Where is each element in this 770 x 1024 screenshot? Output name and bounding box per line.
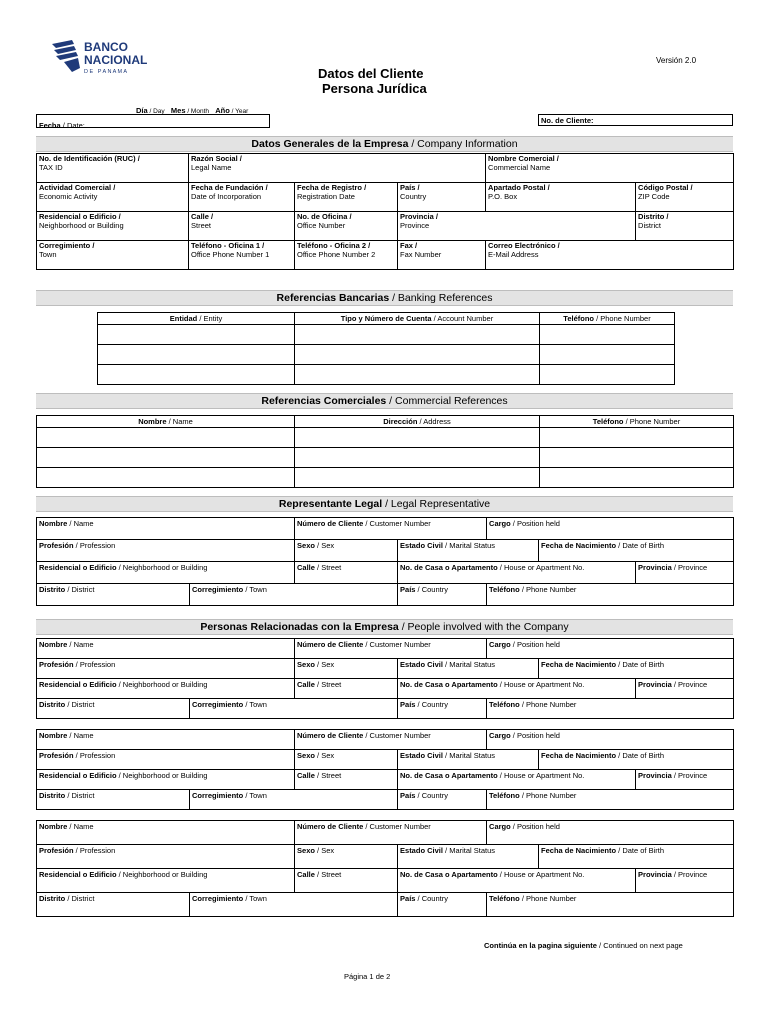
col-entity: Entidad / Entity [98, 313, 295, 325]
col-phone: Teléfono / Phone Number [540, 313, 675, 325]
office-phone-2-field[interactable]: Teléfono - Oficina 2 / Office Phone Number 2 [295, 241, 398, 260]
district-field[interactable]: Distrito / District [37, 699, 190, 719]
profession-field[interactable]: Profesión / Profession [37, 845, 295, 869]
phone-field[interactable]: Teléfono / Phone Number [487, 893, 734, 917]
country-field[interactable]: País / Country [398, 893, 487, 917]
birth-date-field[interactable]: Fecha de Nacimiento / Date of Birth [539, 750, 734, 770]
sex-field[interactable]: Sexo / Sex [295, 540, 398, 562]
commercial-references-table [36, 415, 734, 488]
person-table [36, 517, 734, 606]
table-row [98, 345, 675, 365]
name-field[interactable]: Nombre / Name [37, 730, 295, 750]
customer-number-field[interactable]: Número de Cliente / Customer Number [295, 821, 487, 845]
house-number-field[interactable]: No. de Casa o Apartamento / House or Apartment No. [398, 869, 636, 893]
town-field[interactable]: Corregimiento / Town [190, 893, 398, 917]
house-number-field[interactable]: No. de Casa o Apartamento / House or Apartment No. [398, 562, 636, 584]
name-field[interactable]: Nombre / Name [37, 821, 295, 845]
fax-field[interactable]: Fax / Fax Number [398, 241, 486, 260]
continued-note: Continúa en la pagina siguiente / Continued on next page [484, 941, 683, 950]
col-address: Dirección / Address [295, 416, 540, 428]
customer-number-field[interactable]: Número de Cliente / Customer Number [295, 518, 487, 540]
table-row [98, 325, 675, 345]
zip-code-field[interactable]: Código Postal / ZIP Code [636, 183, 734, 202]
house-number-field[interactable]: No. de Casa o Apartamento / House or Apartment No. [398, 770, 636, 790]
neighborhood-field[interactable]: Residencial o Edificio / Neighborhood or Building [37, 869, 295, 893]
street-field[interactable]: Calle / Street [295, 770, 398, 790]
section-header-related-people: Personas Relacionadas con la Empresa / People involved with the Company [36, 619, 733, 635]
house-number-field[interactable]: No. de Casa o Apartamento / House or Apartment No. [398, 679, 636, 699]
profession-field[interactable]: Profesión / Profession [37, 659, 295, 679]
neighborhood-field[interactable]: Residencial o Edificio / Neighborhood or Building [37, 679, 295, 699]
section-header-legal-representative: Representante Legal / Legal Representative [36, 496, 733, 512]
neighborhood-field[interactable]: Residencial o Edificio / Neighborhood or Building [37, 770, 295, 790]
province-field[interactable]: Provincia / Province [636, 562, 734, 584]
district-field[interactable]: Distrito / District [636, 212, 734, 231]
birth-date-field[interactable]: Fecha de Nacimiento / Date of Birth [539, 659, 734, 679]
office-phone-1-field[interactable]: Teléfono - Oficina 1 / Office Phone Number 1 [189, 241, 295, 260]
marital-status-field[interactable]: Estado Civil / Marital Status [398, 845, 539, 869]
marital-status-field[interactable]: Estado Civil / Marital Status [398, 750, 539, 770]
province-field[interactable]: Provincia / Province [636, 869, 734, 893]
economic-activity-field[interactable]: Actividad Comercial / Economic Activity [37, 183, 189, 202]
name-field[interactable]: Nombre / Name [37, 518, 295, 540]
page-number: Página 1 de 2 [344, 972, 391, 981]
profession-field[interactable]: Profesión / Profession [37, 750, 295, 770]
col-account-number: Tipo y Número de Cuenta / Account Number [295, 313, 540, 325]
banking-references-table [97, 312, 675, 385]
country-field[interactable]: País / Country [398, 699, 487, 719]
commercial-name-field[interactable]: Nombre Comercial / Commercial Name [486, 154, 734, 173]
province-field[interactable]: Provincia / Province [398, 212, 636, 231]
profession-field[interactable]: Profesión / Profession [37, 540, 295, 562]
form-title: Datos del Cliente [318, 66, 424, 81]
district-field[interactable]: Distrito / District [37, 584, 190, 606]
section-header-general: Datos Generales de la Empresa / Company Information [36, 136, 733, 152]
street-field[interactable]: Calle / Street [295, 562, 398, 584]
town-field[interactable]: Corregimiento / Town [37, 241, 189, 260]
country-field[interactable]: País / Country [398, 183, 486, 202]
version-label: Versión 2.0 [656, 56, 697, 65]
customer-number-field[interactable]: Número de Cliente / Customer Number [295, 639, 487, 659]
town-field[interactable]: Corregimiento / Town [190, 790, 398, 810]
position-field[interactable]: Cargo / Position held [487, 821, 734, 845]
date-format-hint: Día / Day Mes / Month Año / Year [136, 106, 249, 115]
marital-status-field[interactable]: Estado Civil / Marital Status [398, 540, 539, 562]
street-field[interactable]: Calle / Street [295, 869, 398, 893]
neighborhood-field[interactable]: Residencial o Edificio / Neighborhood or Building [37, 212, 189, 231]
ruc-field[interactable]: No. de Identificación (RUC) / TAX ID [37, 154, 189, 173]
country-field[interactable]: País / Country [398, 584, 487, 606]
province-field[interactable]: Provincia / Province [636, 770, 734, 790]
marital-status-field[interactable]: Estado Civil / Marital Status [398, 659, 539, 679]
sex-field[interactable]: Sexo / Sex [295, 750, 398, 770]
district-field[interactable]: Distrito / District [37, 790, 190, 810]
birth-date-field[interactable]: Fecha de Nacimiento / Date of Birth [539, 845, 734, 869]
client-number-field[interactable]: No. de Cliente: [538, 114, 733, 126]
birth-date-field[interactable]: Fecha de Nacimiento / Date of Birth [539, 540, 734, 562]
name-field[interactable]: Nombre / Name [37, 639, 295, 659]
phone-field[interactable]: Teléfono / Phone Number [487, 790, 734, 810]
phone-field[interactable]: Teléfono / Phone Number [487, 584, 734, 606]
svg-text:D E P A N A M A: D E P A N A M A [84, 69, 128, 75]
col-name: Nombre / Name [37, 416, 295, 428]
email-field[interactable]: Correo Electrónico / E-Mail Address [486, 241, 734, 260]
svg-text:BANCO: BANCO [84, 40, 128, 54]
table-row [37, 468, 734, 488]
incorporation-date-field[interactable]: Fecha de Fundación / Date of Incorporation [189, 183, 295, 202]
table-row [37, 448, 734, 468]
po-box-field[interactable]: Apartado Postal / P.O. Box [486, 183, 636, 202]
table-row [98, 365, 675, 385]
banco-nacional-logo [50, 38, 165, 78]
section-header-commercial: Referencias Comerciales / Commercial References [36, 393, 733, 409]
country-field[interactable]: País / Country [398, 790, 487, 810]
person-table [36, 638, 734, 719]
form-subtitle: Persona Jurídica [322, 81, 427, 96]
sex-field[interactable]: Sexo / Sex [295, 845, 398, 869]
street-field[interactable]: Calle / Street [295, 679, 398, 699]
registration-date-field[interactable]: Fecha de Registro / Registration Date [295, 183, 398, 202]
general-info-table [36, 153, 734, 270]
section-header-banking: Referencias Bancarias / Banking References [36, 290, 733, 306]
date-field[interactable]: Fecha / Date: [36, 114, 270, 128]
neighborhood-field[interactable]: Residencial o Edificio / Neighborhood or Building [37, 562, 295, 584]
position-field[interactable]: Cargo / Position held [487, 639, 734, 659]
position-field[interactable]: Cargo / Position held [487, 518, 734, 540]
street-field[interactable]: Calle / Street [189, 212, 295, 231]
province-field[interactable]: Provincia / Province [636, 679, 734, 699]
legal-name-field[interactable]: Razón Social / Legal Name [189, 154, 486, 173]
table-row [37, 428, 734, 448]
svg-text:NACIONAL: NACIONAL [84, 53, 148, 67]
sex-field[interactable]: Sexo / Sex [295, 659, 398, 679]
col-phone: Teléfono / Phone Number [540, 416, 734, 428]
district-field[interactable]: Distrito / District [37, 893, 190, 917]
phone-field[interactable]: Teléfono / Phone Number [487, 699, 734, 719]
position-field[interactable]: Cargo / Position held [487, 730, 734, 750]
person-table [36, 820, 734, 917]
person-table [36, 729, 734, 810]
office-number-field[interactable]: No. de Oficina / Office Number [295, 212, 398, 231]
town-field[interactable]: Corregimiento / Town [190, 584, 398, 606]
customer-number-field[interactable]: Número de Cliente / Customer Number [295, 730, 487, 750]
town-field[interactable]: Corregimiento / Town [190, 699, 398, 719]
